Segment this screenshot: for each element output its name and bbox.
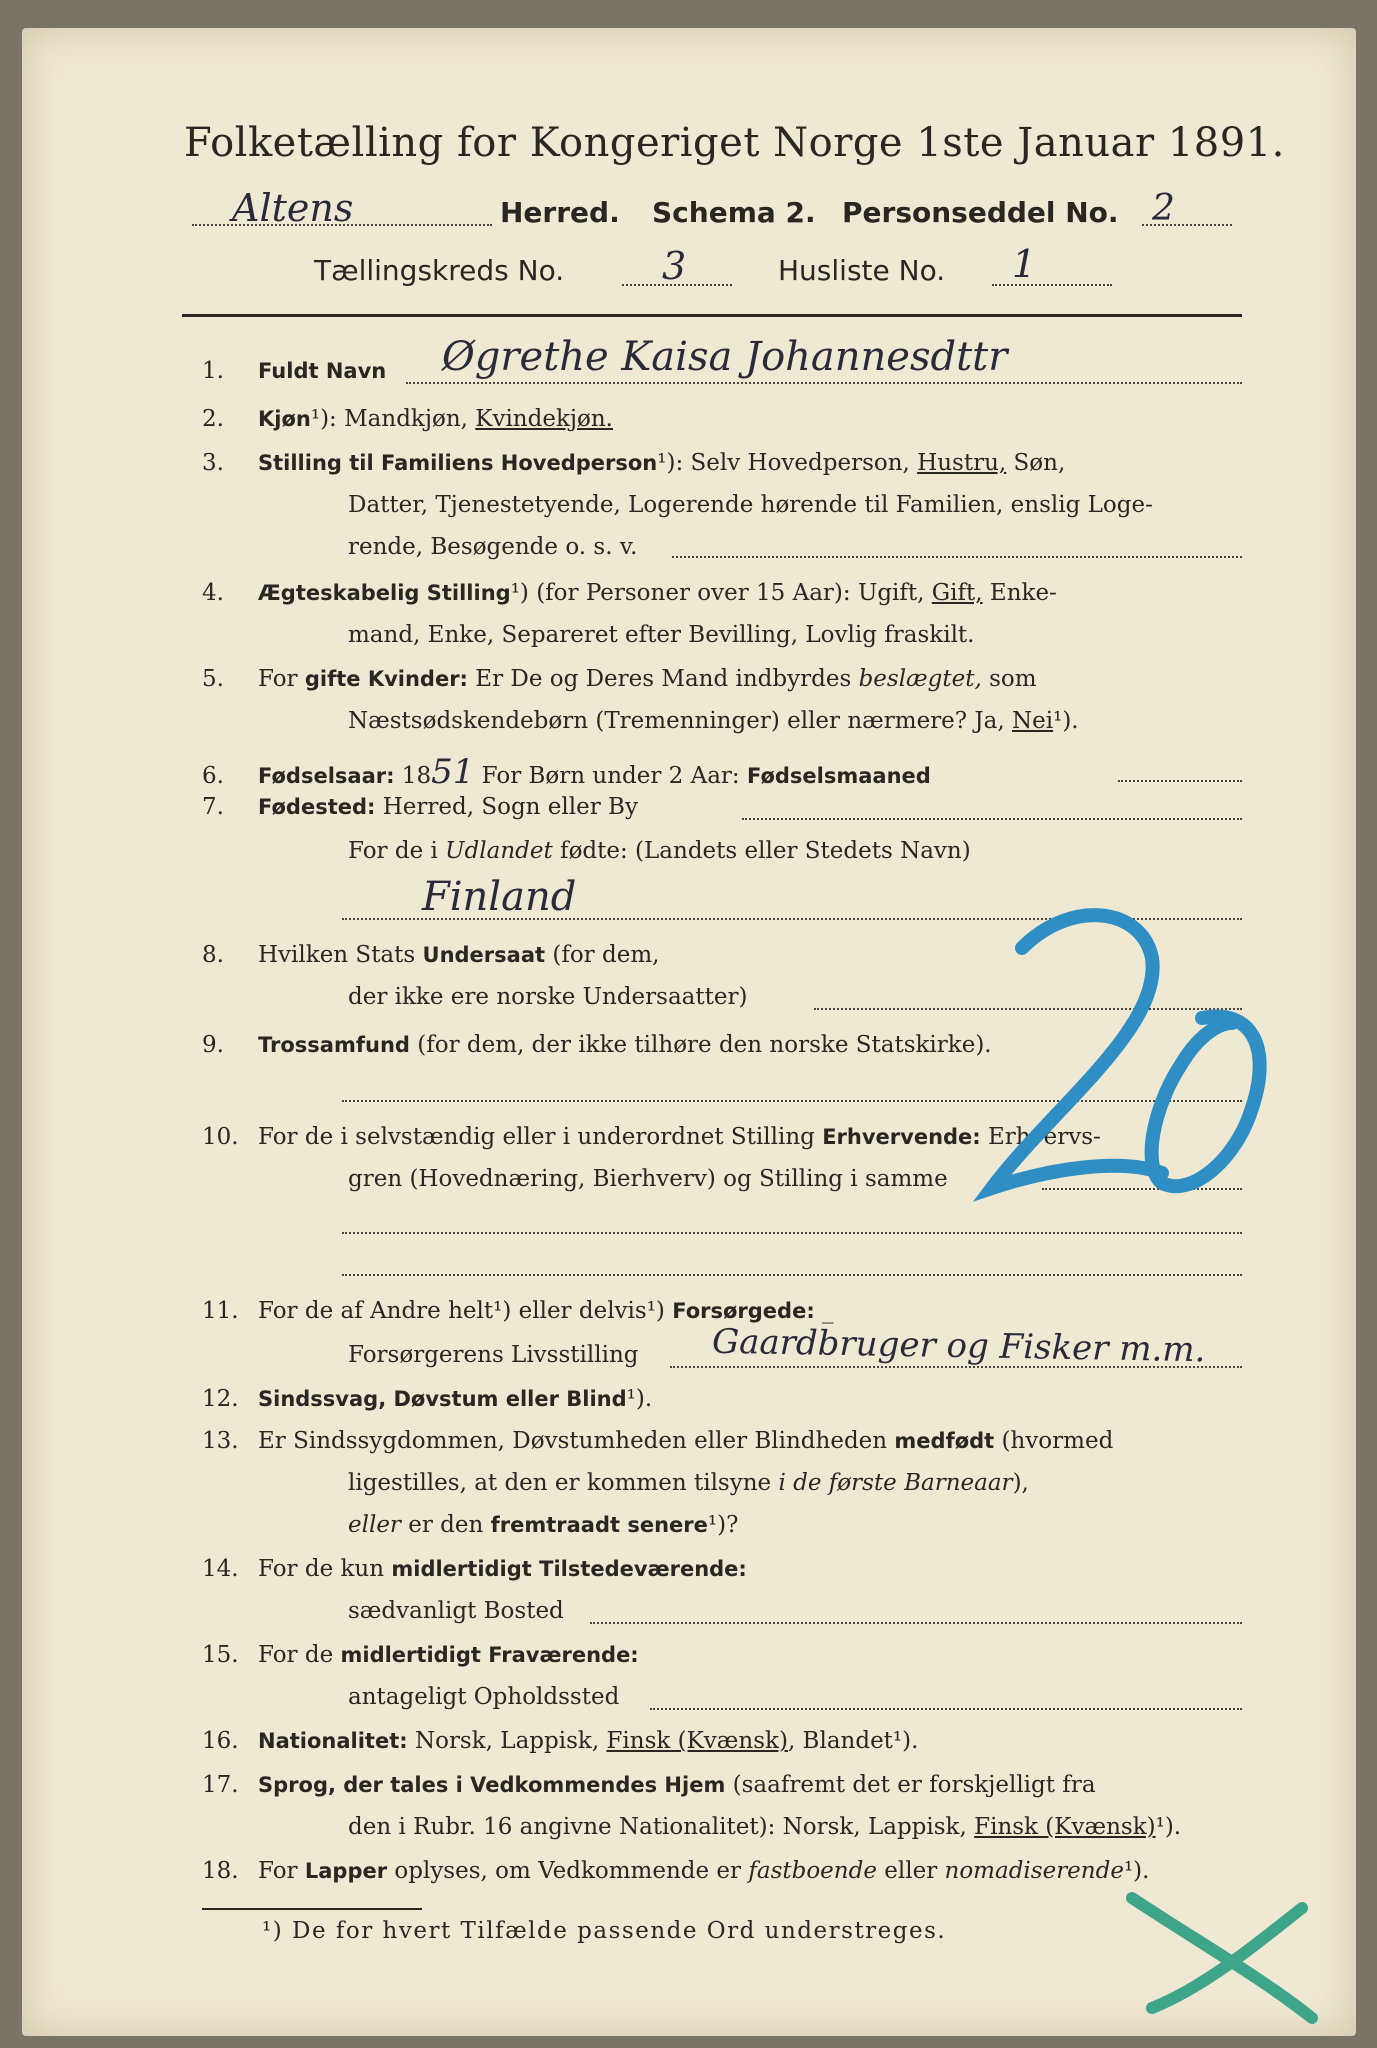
- item-15-line-2: antageligt Opholdssted: [348, 1684, 620, 1710]
- form-title: Folketælling for Kongeriget Norge 1ste Januar 1891.: [184, 120, 1285, 166]
- item-7-line-2: For de i Udlandet fødte: (Landets eller Stedets Navn): [348, 838, 971, 864]
- blue-pencil-number: [952, 888, 1282, 1218]
- footnote-rule: [202, 1908, 422, 1910]
- item-3: 3. Stilling til Familiens Hovedperson¹): Selv Hovedperson, Hustru, Søn,: [202, 450, 1066, 476]
- item-18: 18. For Lapper oplyses, om Vedkommende er fastboende eller nomadiserende¹).: [202, 1858, 1150, 1884]
- name-handwritten: Øgrethe Kaisa Johannesdttr: [442, 334, 1008, 380]
- footnote: ¹) De for hvert Tilfælde passende Ord understreges.: [262, 1918, 947, 1944]
- schema-label: Schema 2.: [652, 196, 816, 229]
- item-17: 17. Sprog, der tales i Vedkommendes Hjem (saafremt det er forskjelligt fra: [202, 1772, 1096, 1798]
- item-11-line-2: Forsørgerens Livsstilling: [348, 1342, 639, 1368]
- husliste-label: Husliste No.: [778, 254, 946, 287]
- item-3-line-2: Datter, Tjenestetyende, Logerende hørende til Familien, enslig Loge-: [348, 492, 1153, 518]
- herred-handwritten: Altens: [232, 186, 354, 230]
- item-10: 10. For de i selvstændig eller i underordnet Stilling Erhvervende: Erhvervs-: [202, 1124, 1101, 1150]
- birthplace-handwritten: Finland: [422, 874, 577, 920]
- item-13: 13. Er Sindssygdommen, Døvstumheden eller Blindheden medfødt (hvormed: [202, 1428, 1114, 1454]
- item-8: 8. Hvilken Stats Undersaat (for dem,: [202, 942, 660, 968]
- item-7: 7. Fødested: Herred, Sogn eller By: [202, 794, 638, 820]
- item-10-line-2: gren (Hovednæring, Bierhverv) og Stilling i samme: [348, 1166, 948, 1192]
- item-5: 5. For gifte Kvinder: Er De og Deres Mand indbyrdes beslægtet, som: [202, 666, 1037, 692]
- item-4: 4. Ægteskabelig Stilling¹) (for Personer over 15 Aar): Ugift, Gift, Enke-: [202, 580, 1057, 606]
- item-4-line-2: mand, Enke, Separeret efter Bevilling, Lovlig fraskilt.: [348, 622, 975, 648]
- item-13-line-3: eller er den fremtraadt senere¹)?: [348, 1512, 739, 1538]
- herred-label: Herred.: [500, 196, 620, 229]
- census-form-sheet: [22, 28, 1356, 2036]
- item-17-line-2: den i Rubr. 16 angivne Nationalitet): Norsk, Lappisk, Finsk (Kvænsk)¹).: [348, 1814, 1182, 1840]
- kreds-label: Tællingskreds No.: [314, 254, 565, 287]
- provider-occupation-handwritten: Gaardbruger og Fisker m.m.: [711, 1321, 1206, 1371]
- item-16: 16. Nationalitet: Norsk, Lappisk, Finsk (Kvænsk), Blandet¹).: [202, 1728, 919, 1754]
- item-8-line-2: der ikke ere norske Undersaatter): [348, 984, 748, 1010]
- item-12: 12. Sindssvag, Døvstum eller Blind¹).: [202, 1386, 653, 1412]
- item-1: 1. Fuldt Navn: [202, 358, 387, 384]
- green-check-mark: [1112, 1868, 1332, 2028]
- header-rule: [182, 314, 1242, 317]
- husliste-number: 1: [1012, 242, 1037, 286]
- kreds-number: 3: [662, 244, 687, 288]
- item-3-line-3: rende, Besøgende o. s. v.: [348, 534, 638, 560]
- item-6: 6. Fødselsaar: 1851 For Børn under 2 Aar: Fødselsmaaned: [202, 752, 931, 792]
- item-14-line-2: sædvanligt Bosted: [348, 1598, 564, 1624]
- item-9: 9. Trossamfund (for dem, der ikke tilhøre den norske Statskirke).: [202, 1032, 992, 1058]
- item-15: 15. For de midlertidigt Fraværende:: [202, 1642, 639, 1668]
- item-11: 11. For de af Andre helt¹) eller delvis¹) Forsørgede: _: [202, 1298, 834, 1324]
- item-13-line-2: ligestilles, at den er kommen tilsyne i de første Barneaar),: [348, 1470, 1029, 1496]
- personseddel-label: Personseddel No.: [842, 196, 1119, 229]
- item-2: 2. Kjøn¹): Mandkjøn, Kvindekjøn.: [202, 406, 613, 432]
- item-14: 14. For de kun midlertidigt Tilstedeværende:: [202, 1556, 747, 1582]
- personseddel-number: 2: [1152, 188, 1175, 229]
- item-5-line-2: Næstsødskendebørn (Tremenninger) eller nærmere? Ja, Nei¹).: [348, 708, 1079, 734]
